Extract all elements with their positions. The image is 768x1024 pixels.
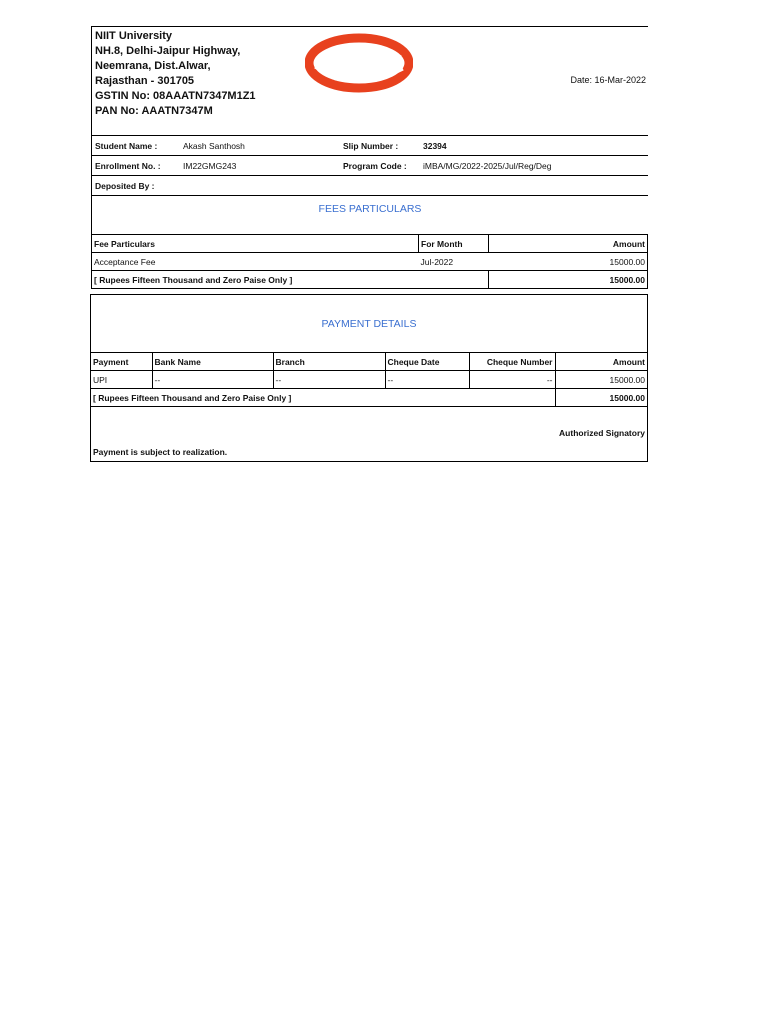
student-name-label: Student Name : bbox=[95, 141, 158, 151]
fees-total-row bbox=[92, 271, 648, 289]
payment-header-cheque-date: Cheque Date bbox=[385, 353, 469, 371]
pan-number: PAN No: AAATN7347M bbox=[95, 105, 213, 117]
fees-header-month: For Month bbox=[419, 235, 489, 253]
realization-note: Payment is subject to realization. bbox=[93, 447, 228, 457]
payment-total-row bbox=[91, 389, 647, 407]
fees-total: 15000.00 bbox=[489, 271, 648, 289]
authorized-signatory: Authorized Signatory bbox=[559, 428, 645, 438]
payment-amount-in-words: [ Rupees Fifteen Thousand and Zero Paise Only ] bbox=[91, 389, 555, 407]
payment-footer bbox=[91, 407, 647, 461]
payment-cheque-date: -- bbox=[385, 371, 469, 389]
gstin-number: GSTIN No: 08AAATN7347M1Z1 bbox=[95, 90, 256, 102]
payment-box bbox=[90, 294, 648, 462]
payment-cheque-number: -- bbox=[469, 371, 555, 389]
enrollment-value: IM22GMG243 bbox=[183, 161, 237, 171]
payment-header-cheque-number: Cheque Number bbox=[469, 353, 555, 371]
payment-header-bank: Bank Name bbox=[152, 353, 273, 371]
payment-header-branch: Branch bbox=[273, 353, 385, 371]
address-line-2: Neemrana, Dist.Alwar, bbox=[95, 60, 211, 72]
payment-total: 15000.00 bbox=[555, 389, 647, 407]
receipt-date: Date: 16-Mar-2022 bbox=[570, 75, 646, 85]
address-line-1: NH.8, Delhi-Jaipur Highway, bbox=[95, 45, 241, 57]
program-code-value: iMBA/MG/2022-2025/Jul/Reg/Deg bbox=[423, 161, 552, 171]
payment-header-row bbox=[91, 353, 647, 371]
receipt-header bbox=[91, 26, 648, 136]
address-line-3: Rajasthan - 301705 bbox=[95, 75, 195, 87]
payment-header-amount: Amount bbox=[555, 353, 647, 371]
student-name-value: Akash Santhosh bbox=[183, 141, 245, 151]
enrollment-label: Enrollment No. : bbox=[95, 161, 161, 171]
university-address bbox=[95, 29, 256, 119]
fees-section-title: FEES PARTICULARS bbox=[318, 203, 422, 215]
payment-mode: UPI bbox=[91, 371, 152, 389]
payment-title-area bbox=[91, 295, 647, 352]
payment-section-title: PAYMENT DETAILS bbox=[321, 318, 417, 330]
logo-motto: अनादि अनन्त bbox=[333, 74, 377, 84]
payment-bank: -- bbox=[152, 371, 273, 389]
org-name: NIIT University bbox=[95, 30, 173, 42]
deposited-by-label: Deposited By : bbox=[95, 181, 155, 191]
slip-number-value: 32394 bbox=[423, 141, 447, 151]
fee-amount: 15000.00 bbox=[489, 253, 648, 271]
program-code-label: Program Code : bbox=[343, 161, 407, 171]
fees-header-amount: Amount bbox=[489, 235, 648, 253]
student-row-1 bbox=[91, 136, 648, 156]
fees-header-row bbox=[92, 235, 648, 253]
payment-header-mode: Payment bbox=[91, 353, 152, 371]
fee-receipt bbox=[91, 26, 648, 462]
payment-amount: 15000.00 bbox=[555, 371, 647, 389]
fee-particular: Acceptance Fee bbox=[92, 253, 419, 271]
fees-title-area bbox=[91, 196, 648, 234]
university-logo-icon bbox=[305, 33, 413, 93]
fees-header-particulars: Fee Particulars bbox=[92, 235, 419, 253]
slip-number-label: Slip Number : bbox=[343, 141, 399, 151]
payment-table bbox=[91, 352, 647, 407]
student-row-2 bbox=[91, 156, 648, 176]
fees-table bbox=[91, 234, 648, 289]
table-row bbox=[91, 371, 647, 389]
payment-branch: -- bbox=[273, 371, 385, 389]
fee-month: Jul-2022 bbox=[419, 253, 489, 271]
deposited-row bbox=[91, 176, 648, 196]
fees-amount-in-words: [ Rupees Fifteen Thousand and Zero Paise Only ] bbox=[92, 271, 489, 289]
table-row bbox=[92, 253, 648, 271]
